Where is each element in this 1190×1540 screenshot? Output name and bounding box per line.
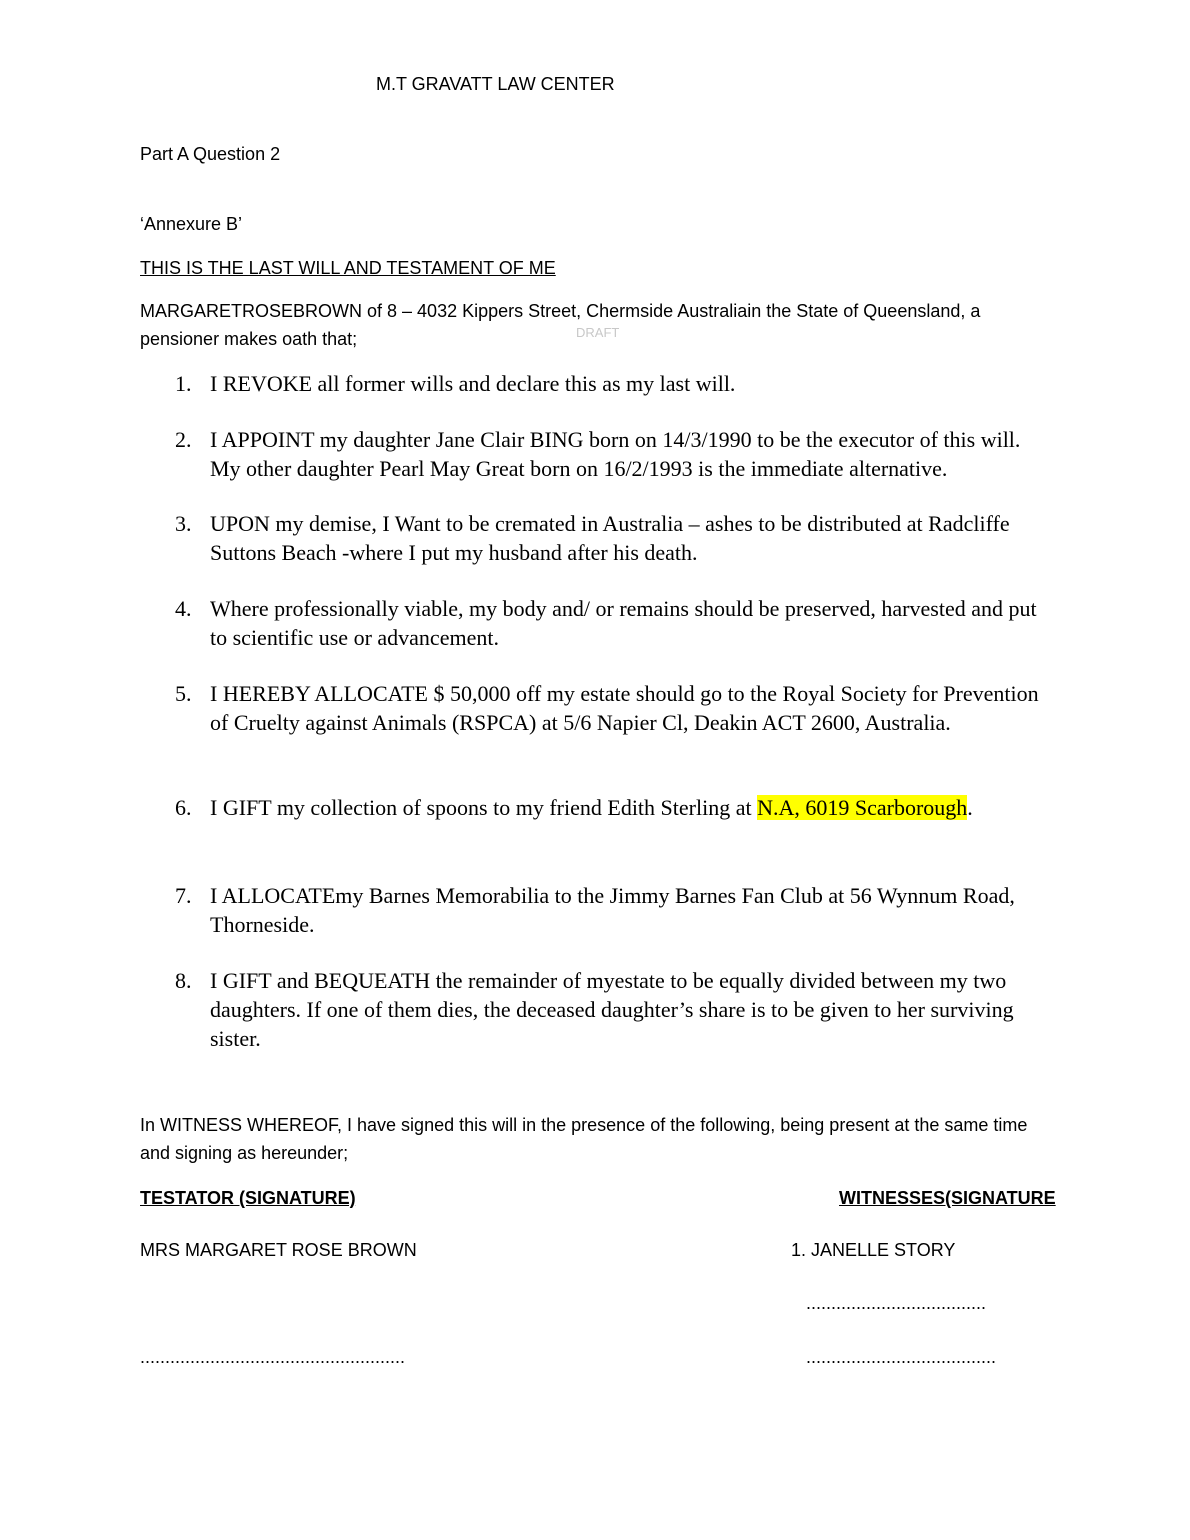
clause-5 bbox=[175, 679, 1055, 737]
highlighted-address: N.A, 6019 Scarborough bbox=[757, 795, 968, 820]
intro-paragraph: MARGARETROSEBROWN of 8 – 4032 Kippers Street, Chermside Australiain the State of Queensland, a pensioner makes oath that; bbox=[140, 301, 981, 349]
witnesses-signature-heading: WITNESSES(SIGNATURE bbox=[839, 1188, 1056, 1208]
witness-clause: In WITNESS WHEREOF, I have signed this will in the presence of the following, being present at the same time and signing as hereunder; bbox=[140, 1115, 1028, 1163]
testator-signature-line: ..................................................... bbox=[140, 1347, 406, 1367]
draft-watermark: DRAFT bbox=[576, 325, 620, 340]
clause-text: I REVOKE all former wills and declare this as my last will. bbox=[210, 371, 736, 396]
clause-number: 5. bbox=[175, 681, 192, 706]
clause-text: I GIFT and BEQUEATH the remainder of myestate to be equally divided between my two daughters. If one of them dies, the deceased daughter’s share is to be given to her surviving sister. bbox=[210, 968, 1014, 1051]
testator-signature-heading: TESTATOR (SIGNATURE) bbox=[140, 1188, 356, 1208]
clause-text-before: I GIFT my collection of spoons to my friend Edith Sterling at bbox=[210, 795, 758, 820]
clause-7 bbox=[175, 881, 1055, 939]
testator-name: MRS MARGARET ROSE BROWN bbox=[140, 1240, 417, 1260]
clause-2 bbox=[175, 425, 1055, 483]
clause-1 bbox=[175, 369, 1055, 398]
witness-signature-line-2: ...................................... bbox=[806, 1347, 997, 1367]
clause-text bbox=[210, 793, 1055, 822]
clause-4 bbox=[175, 594, 1055, 652]
clause-8 bbox=[175, 966, 1055, 1053]
clause-text-after: . bbox=[967, 795, 973, 820]
annexure-label: ‘Annexure B’ bbox=[140, 214, 243, 234]
clause-number: 7. bbox=[175, 883, 192, 908]
clause-text: UPON my demise, I Want to be cremated in Australia – ashes to be distributed at Radcliffe Suttons Beach -where I put my husband after his death. bbox=[210, 511, 1010, 565]
clause-text: I HEREBY ALLOCATE $ 50,000 off my estate should go to the Royal Society for Prevention of Cruelty against Animals (RSPCA) at 5/6 Napier Cl, Deakin ACT 2600, Australia. bbox=[210, 681, 1039, 735]
clause-number: 3. bbox=[175, 511, 192, 536]
witness-name-1: 1. JANELLE STORY bbox=[791, 1240, 956, 1260]
clause-number: 1. bbox=[175, 371, 192, 396]
document-title: M.T GRAVATT LAW CENTER bbox=[376, 74, 615, 94]
part-question-label: Part A Question 2 bbox=[140, 144, 281, 164]
clause-3 bbox=[175, 509, 1055, 567]
clause-6 bbox=[175, 793, 1055, 822]
clause-number: 8. bbox=[175, 968, 192, 993]
clause-number: 6. bbox=[175, 795, 192, 820]
witness-signature-line-1: .................................... bbox=[806, 1293, 987, 1313]
will-heading: THIS IS THE LAST WILL AND TESTAMENT OF ME bbox=[140, 258, 556, 278]
clause-text: I APPOINT my daughter Jane Clair BING born on 14/3/1990 to be the executor of this will. My other daughter Pearl May Great born on 16/2/1993 is the immediate alternative. bbox=[210, 427, 1021, 481]
clause-text: Where professionally viable, my body and/ or remains should be preserved, harvested and put to scientific use or advancement. bbox=[210, 596, 1037, 650]
clause-number: 2. bbox=[175, 427, 192, 452]
clause-number: 4. bbox=[175, 596, 192, 621]
clause-text: I ALLOCATEmy Barnes Memorabilia to the Jimmy Barnes Fan Club at 56 Wynnum Road, Thorneside. bbox=[210, 883, 1015, 937]
